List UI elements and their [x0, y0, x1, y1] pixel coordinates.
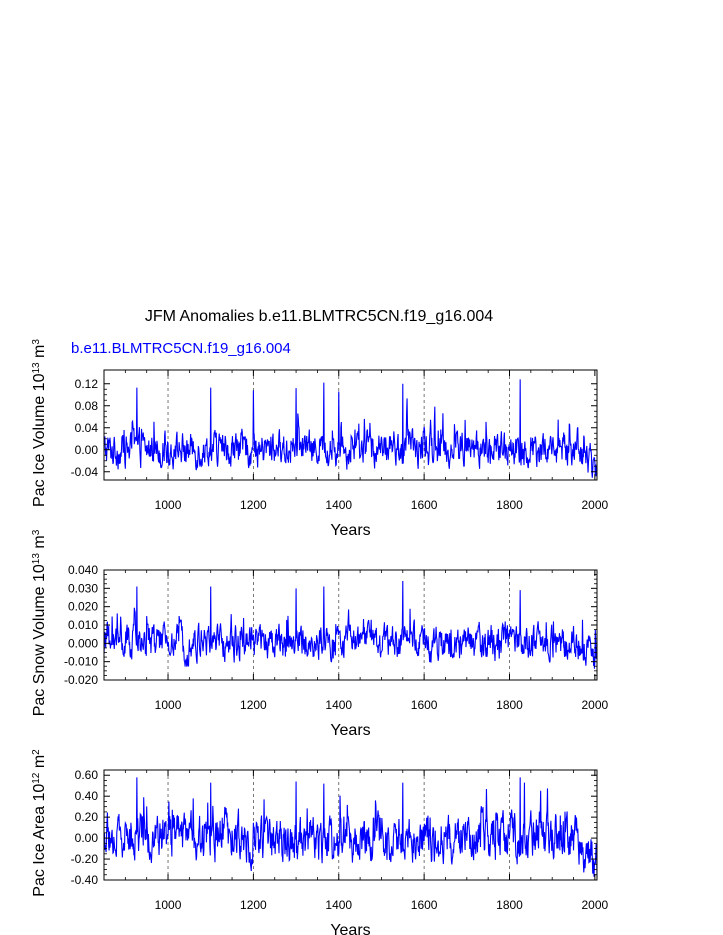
- y-tick-label: -0.20: [70, 852, 98, 867]
- x-tick-label: 1200: [240, 698, 267, 712]
- y-axis-label: Pac Ice Volume $10^{13}$ $m^3$: [30, 339, 48, 507]
- x-tick-label: 1800: [496, 698, 523, 712]
- y-tick-label: -0.04: [70, 464, 98, 479]
- y-tick-label: 0.40: [74, 789, 98, 804]
- y-tick-label: 0.030: [67, 581, 98, 596]
- y-tick-label: -0.010: [63, 654, 98, 669]
- x-tick-label: 1000: [154, 498, 182, 512]
- y-tick-label: 0.010: [67, 618, 98, 632]
- chart-panel-2: [31, 529, 609, 739]
- x-tick-label: 1600: [410, 898, 438, 912]
- x-tick-label: 1600: [410, 698, 438, 712]
- x-tick-label: 1200: [240, 498, 267, 512]
- x-tick-label: 1800: [496, 898, 523, 912]
- x-tick-label: 1600: [410, 498, 438, 512]
- chart-panel-3: [31, 749, 609, 935]
- x-axis-label: Years: [330, 722, 371, 739]
- y-tick-label: 0.020: [67, 599, 98, 614]
- x-tick-label: 2000: [581, 898, 609, 912]
- figure-title: JFM Anomalies b.e11.BLMTRC5CN.f19_g16.004: [144, 308, 494, 325]
- y-tick-label: 0.08: [74, 398, 98, 413]
- y-tick-label: 0.040: [67, 563, 98, 577]
- series-line: [104, 581, 597, 669]
- x-axis-label: Years: [330, 922, 371, 935]
- y-tick-label: 0.000: [67, 636, 98, 651]
- x-tick-label: 1000: [154, 698, 182, 712]
- x-tick-label: 1200: [240, 898, 267, 912]
- x-tick-label: 2000: [581, 698, 609, 712]
- y-tick-label: 0.20: [74, 810, 98, 825]
- x-axis-label: Years: [330, 522, 371, 539]
- y-tick-label: 0.12: [74, 376, 98, 391]
- y-tick-label: 0.00: [74, 442, 98, 457]
- y-axis-label: Pac Snow Volume $10^{13}$ $m^3$: [30, 529, 48, 717]
- x-tick-label: 1400: [325, 498, 353, 512]
- x-tick-label: 1400: [325, 698, 353, 712]
- x-tick-label: 1400: [325, 898, 353, 912]
- plot-frame: [104, 370, 597, 480]
- y-tick-label: -0.40: [70, 873, 98, 887]
- chart-panel-1: [31, 339, 609, 539]
- x-tick-label: 1800: [496, 498, 523, 512]
- y-tick-label: -0.020: [63, 673, 98, 687]
- x-tick-label: 2000: [581, 498, 609, 512]
- y-tick-label: 0.04: [74, 420, 98, 435]
- x-tick-label: 1000: [154, 898, 182, 912]
- panels: [31, 339, 609, 935]
- series-line: [104, 379, 597, 477]
- y-tick-label: 0.60: [74, 768, 98, 783]
- y-tick-label: 0.00: [74, 831, 98, 846]
- y-axis-label: Pac Ice Area $10^{12}$ $m^2$: [30, 749, 48, 897]
- series-line: [104, 777, 597, 876]
- series-label: b.e11.BLMTRC5CN.f19_g16.004: [71, 340, 291, 357]
